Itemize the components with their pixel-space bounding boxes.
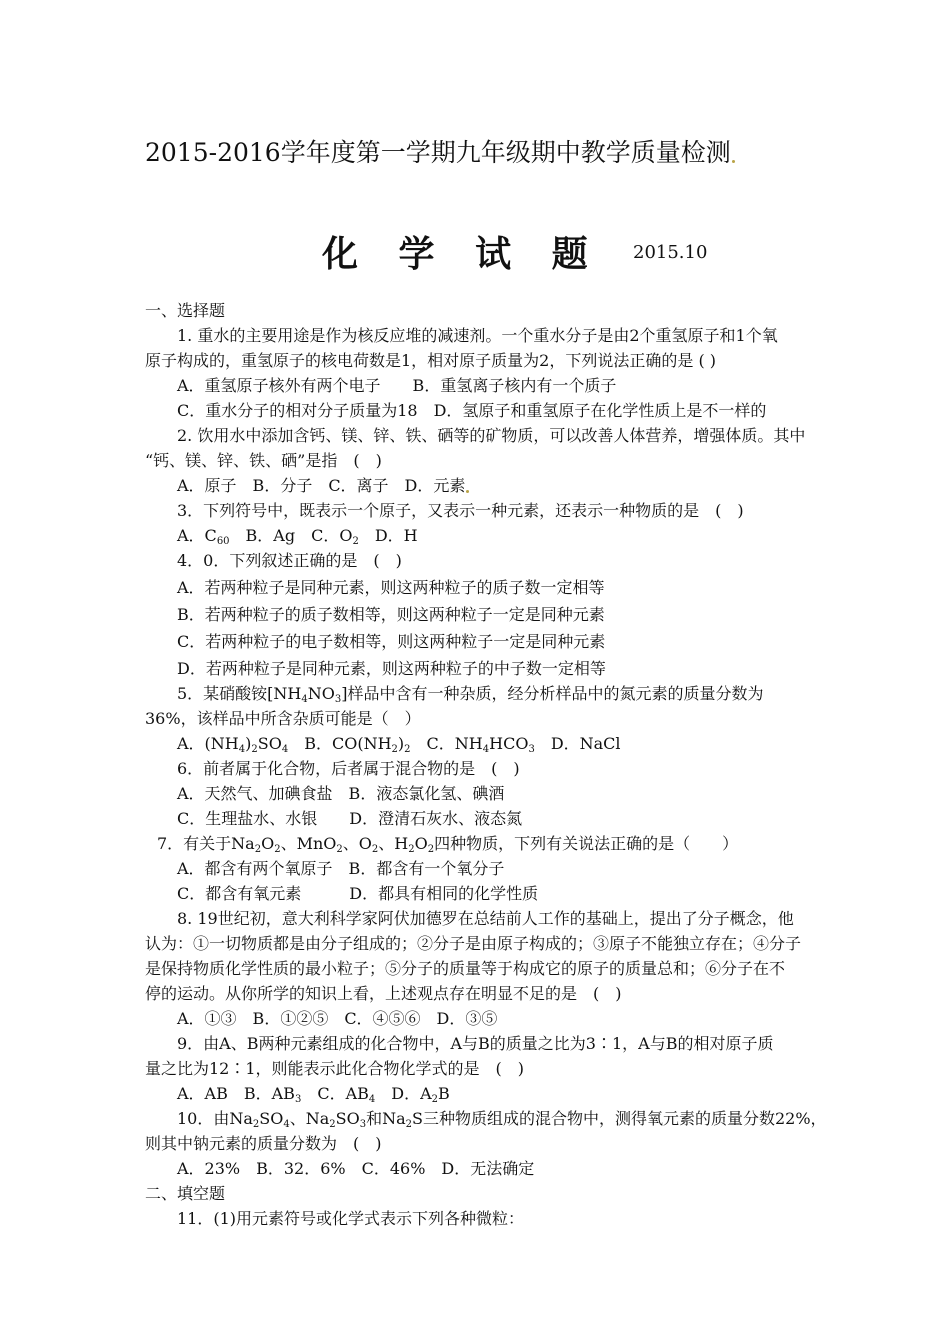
question-6-options-cd: C．生理盐水、水银 D．澄清石灰水、液态氮 — [177, 809, 523, 828]
question-1-stem: 1. 重水的主要用途是作为核反应堆的减速剂。一个重水分子是由2个重氢原子和1个氧 — [177, 326, 778, 345]
question-4-option-d: D．若两种粒子是同种元素，则这两种粒子的中子数一定相等 — [177, 659, 606, 678]
question-10-stem-cont: 则其中钠元素的质量分数为 ( ) — [145, 1134, 382, 1153]
question-6-options-ab: A．天然气、加碘食盐 B．液态氯化氢、碘酒 — [177, 784, 505, 803]
question-8-stem-line-4: 停的运动。从你所学的知识上看，上述观点存在明显不足的是 ( ) — [145, 984, 622, 1003]
mark-dot — [732, 160, 735, 163]
question-6-stem: 6．前者属于化合物，后者属于混合物的是 ( ) — [177, 759, 520, 778]
exam-body — [145, 298, 827, 1231]
mark-dot — [466, 490, 469, 493]
question-2-options: A．原子 B．分子 C．离子 D．元素 — [145, 473, 810, 498]
question-8-stem: 8. 19世纪初，意大利科学家阿伏加德罗在总结前人工作的基础上，提出了分子概念，他 — [177, 909, 794, 928]
question-7-options-ab: A．都含有两个氧原子 B．都含有一个氧分子 — [177, 859, 505, 878]
section-heading-fill: 二、填空题 — [145, 1184, 226, 1203]
question-3-options: A．$C_{60}$ B．Ag C．$O_2$ D．H — [177, 526, 418, 547]
question-10-stem: 10．由$Na_2SO_4$、$Na_2SO_3$和$Na_2S$三种物质组成的混合物中，测得氧元素的质量分数22%， — [177, 1109, 827, 1130]
question-9-stem-cont: 量之比为12∶1，则能表示此化合物化学式的是 ( ) — [145, 1059, 525, 1078]
question-2-stem: 2. 饮用水中添加含钙、镁、锌、铁、硒等的矿物质，可以改善人体营养，增强体质。其中 — [177, 426, 806, 445]
question-4-option-c: C．若两种粒子的电子数相等，则这两种粒子一定是同种元素 — [177, 632, 606, 651]
question-7-options-cd: C．都含有氧元素 D．都具有相同的化学性质 — [177, 884, 539, 903]
question-1-options-cd: C．重水分子的相对分子质量为18 D．氢原子和重氢原子在化学性质上是不一样的 — [177, 401, 767, 420]
question-4-option-a: A．若两种粒子是同种元素，则这两种粒子的质子数一定相等 — [177, 578, 605, 597]
question-8-stem-line-3: 是保持物质化学性质的最小粒子；⑤分子的质量等于构成它的原子的质量总和；⑥分子在不 — [145, 959, 786, 978]
question-11-stem: 11．(1)用元素符号或化学式表示下列各种微粒： — [177, 1209, 525, 1228]
question-8-stem-line-2: 认为：①一切物质都是由分子组成的；②分子是由原子构成的；③原子不能独立存在；④分子 — [145, 934, 802, 953]
question-4-option-b: B．若两种粒子的质子数相等，则这两种粒子一定是同种元素 — [177, 605, 605, 624]
question-3-stem: 3．下列符号中，既表示一个原子，又表示一种元素，还表示一种物质的是 ( ) — [177, 501, 744, 520]
subject-title: 化 学 试 题 — [322, 234, 602, 275]
question-5-stem-cont: 36%，该样品中所含杂质可能是（ ） — [145, 709, 421, 728]
question-4-stem: 4．0．下列叙述正确的是 ( ) — [177, 551, 402, 570]
question-5-stem: 5．某硝酸铵$[NH_4NO_3]$样品中含有一种杂质，经分析样品中的氮元素的质量分数为 — [177, 684, 764, 705]
question-10-options: A．23% B．32．6% C．46% D．无法确定 — [177, 1159, 535, 1178]
exam-header-title: 2015-2016学年度第一学期九年级期中教学质量检测 — [145, 133, 735, 169]
question-9-options: A．AB B．$AB_3$ C．$AB_4$ D．$A_2B$ — [177, 1084, 450, 1105]
section-heading-choice: 一、选择题 — [145, 301, 226, 320]
question-7-stem: 7．有关于$Na_2O_2$、MnO$_2$、$O_2$、$H_2O_2$四种物质，下列有关说法正确的是（ ） — [157, 834, 739, 855]
question-9-stem: 9．由A、B两种元素组成的化合物中，A与B的质量之比为3∶1，A与B的相对原子质 — [177, 1034, 774, 1053]
question-1-stem-cont: 原子构成的，重氢原子的核电荷数是1，相对原子质量为2，下列说法正确的是 ( ) — [145, 351, 717, 370]
question-1-options-ab: A．重氢原子核外有两个电子 B．重氢离子核内有一个质子 — [177, 376, 617, 395]
question-8-options: A．①③ B．①②⑤ C．④⑤⑥ D．③⑤ — [177, 1009, 498, 1028]
question-2-stem-cont: “钙、镁、锌、铁、硒”是指 ( ) — [145, 451, 382, 470]
exam-date: 2015.10 — [633, 242, 708, 263]
question-5-options: A．$(NH_4)_2SO_4$ B．$CO(NH_2)_2$ C．$NH_4HCO_3$ D．NaCl — [177, 734, 621, 755]
